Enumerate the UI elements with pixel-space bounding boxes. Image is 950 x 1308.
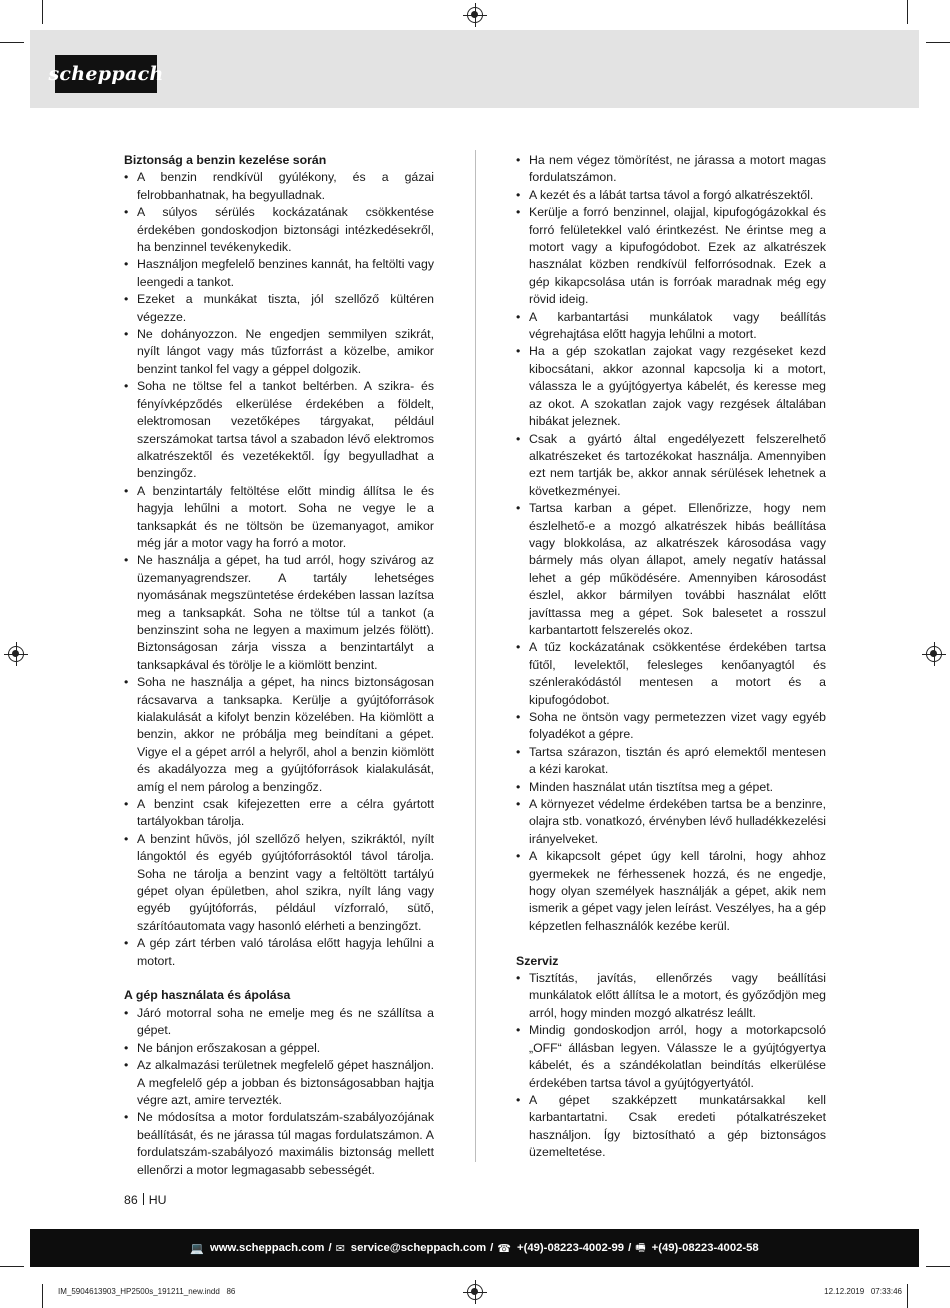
registration-mark-icon xyxy=(467,7,483,23)
list-item: • A benzint hűvös, jól szellőző helyen, szikráktól, nyílt lángoktól és egyéb gyújtóforrásoktól távol tárolja. Soha ne tárolja a benzint vagy a feltöltött tartályú gépet olyan épületben, ahol szikra, nyílt láng vagy egyéb gyújtóforrás, például vízforraló, sütő, szárítóautomata vagy hasonló elérheti a benzingőzt. xyxy=(124,831,434,935)
list-item: • Csak a gyártó által engedélyezett felszerelhető alkatrészeket és tartozékokat használja. Amennyiben ezt nem tartják be, akkor annak sérülések lehetnek a következményei. xyxy=(516,431,826,501)
slug-filename: IM_5904613903_HP2500s_191211_new.indd 86 xyxy=(58,1287,236,1296)
page-number xyxy=(124,1193,166,1207)
crop-mark xyxy=(42,1284,43,1308)
footer-separator: / xyxy=(328,1242,332,1254)
laptop-icon: 💻 xyxy=(190,1242,204,1255)
list-item: • Járó motorral soha ne emelje meg és ne szállítsa a gépet. xyxy=(124,1005,434,1040)
bullet-list xyxy=(516,970,826,1161)
section-spacer xyxy=(516,935,826,952)
registration-mark-icon xyxy=(467,1284,483,1300)
crop-mark xyxy=(907,0,908,24)
bullet-list xyxy=(516,152,826,935)
footer-email[interactable]: service@scheppach.com xyxy=(350,1242,487,1254)
crop-mark xyxy=(926,42,950,43)
list-item: • Tartsa karban a gépet. Ellenőrizze, hogy nem észlelhető-e a mozgó alkatrészek hibás beállítása vagy blokkolása, az alkatrészek károsodása vagy bármely más olyan állapot, amely negatív hatással lehet a gép működésére. Amennyiben károsodást észlel, akkor bármilyen további használat előtt javíttassa meg a gépet. Sok balesetet a rosszul karbantartott felszerelés okoz. xyxy=(516,500,826,639)
crop-mark xyxy=(42,0,43,24)
list-item: • Használjon megfelelő benzines kannát, ha feltölti vagy leengedi a tankot. xyxy=(124,256,434,291)
right-column xyxy=(516,152,826,1162)
list-item: • Ne dohányozzon. Ne engedjen semmilyen szikrát, nyílt lángot vagy más tűzforrást a közelbe, amikor benzint tankol fel vagy a géppel dolgozik. xyxy=(124,326,434,378)
list-item: • Soha ne öntsön vagy permetezzen vizet vagy egyéb folyadékot a gépre. xyxy=(516,709,826,744)
list-item: • A kezét és a lábát tartsa távol a forgó alkatrészektől. xyxy=(516,187,826,204)
left-column xyxy=(124,152,434,1179)
slug-date: 12.12.2019 07:33:46 xyxy=(824,1287,902,1296)
list-item: • A gépet szakképzett munkatársakkal kell karbantartatni. Csak eredeti pótalkatrészeket használjon. Így biztosítható a gép biztonságos üzemeltetése. xyxy=(516,1092,826,1162)
footer-fax: +(49)-08223-4002-58 xyxy=(651,1242,759,1254)
crop-mark xyxy=(0,42,24,43)
registration-mark-icon xyxy=(926,646,942,662)
page-language: HU xyxy=(148,1193,167,1207)
crop-mark xyxy=(926,1266,950,1267)
list-item: • A benzintartály feltöltése előtt mindig állítsa le és hagyja lehűlni a motort. Soha ne vegye le a tanksapkát és ne töltsön be üzemanyagot, amikor még jár a motor vagy ha forró a motor. xyxy=(124,483,434,553)
list-item: • A kikapcsolt gépet úgy kell tárolni, hogy ahhoz gyermekek ne férhessenek hozzá, és ne engedje, hogy olyan személyek használják a gépet, akik nem ismerik a gépet vagy jelen leírást. Veszélyes, ha a gép képzetlen felhasználók kezébe kerül. xyxy=(516,848,826,935)
list-item: • Ne módosítsa a motor fordulatszám-szabályozójának beállítását, és ne járassa túl magas fordulatszámon. A fordulatszám-szabályozó maximális biztonság mellett ellenőrzi a motor legmagasabb sebességét. xyxy=(124,1109,434,1179)
section-heading: Biztonság a benzin kezelése során xyxy=(124,153,327,167)
list-item: • A gép zárt térben való tárolása előtt hagyja lehűlni a motort. xyxy=(124,935,434,970)
fax-icon: 🖷 xyxy=(635,1241,646,1254)
list-item: • Ha nem végez tömörítést, ne járassa a motort magas fordulatszámon. xyxy=(516,152,826,187)
list-item: • Minden használat után tisztítsa meg a gépet. xyxy=(516,779,826,796)
crop-mark xyxy=(907,1284,908,1308)
list-item: • Kerülje a forró benzinnel, olajjal, kipufogógázokkal és forró felületekkel való érintkezést. Ne érintse meg a motort vagy a kipufogódobot. Ezek az alkatrészek használat közben rendkívül felforrósodnak. Ezek a gép kikapcsolása után is forróak maradnak még egy rövid ideig. xyxy=(516,204,826,308)
column-divider xyxy=(475,150,476,1162)
section-heading: A gép használata és ápolása xyxy=(124,988,291,1003)
crop-mark xyxy=(0,1266,24,1267)
bullet-list xyxy=(124,1005,434,1179)
footer-separator: / xyxy=(490,1242,494,1254)
footer-phone: +(49)-08223-4002-99 xyxy=(517,1242,625,1254)
footer-separator: / xyxy=(628,1242,632,1254)
list-item: • Soha ne töltse fel a tankot beltérben. A szikra- és fényívképződés elkerülése érdekében a földelt, elektromosan vezetőképes tárgyakat, például szerszámokat tartsa távol a szabadon lévő elektromos alkatrészektől és vezetékektől. Így begyulladhat a benzingőz. xyxy=(124,378,434,482)
footer-contact-bar xyxy=(30,1229,919,1267)
section-spacer xyxy=(124,970,434,987)
mail-icon: ✉ xyxy=(335,1242,345,1255)
list-item: • Tisztítás, javítás, ellenőrzés vagy beállítási munkálatok előtt állítsa le a motort, és győződjön meg arról, hogy minden mozgó alkatrész leállt. xyxy=(516,970,826,1022)
list-item: • Soha ne használja a gépet, ha nincs biztonságosan rácsavarva a tanksapka. Kerülje a gyújtóforrások kialakulását a kifolyt benzin közelében. Ha kiömlött a benzin, akkor ne próbálja meg beindítani a gépet. Vigye el a gépet arról a helyről, ahol a benzin kiömlött és akadályozza meg a gyújtóforrások kialakulását, amíg el nem párolog a benzingőz. xyxy=(124,674,434,796)
list-item: • Az alkalmazási területnek megfelelő gépet használjon. A megfelelő gép a jobban és biztonságosabban hajtja végre azt, amire tervezték. xyxy=(124,1057,434,1109)
section-heading: Szerviz xyxy=(516,953,559,968)
list-item: • Mindig gondoskodjon arról, hogy a motorkapcsoló „OFF“ állásban legyen. Válassze le a gyújtógyertya kábelét, és a szándékolatlan beindítás elkerülése érdekében tartsa távol a gyújtógyertyától. xyxy=(516,1022,826,1092)
list-item: • A karbantartási munkálatok vagy beállítás végrehajtása előtt hagyja lehűlni a motort. xyxy=(516,309,826,344)
registration-mark-icon xyxy=(8,646,24,662)
list-item: • Ne használja a gépet, ha tud arról, hogy szivárog az üzemanyagrendszer. A tartály lehetséges nyomásának megszüntetése érdekében lassan lazítsa meg a tanksapkát. Soha ne töltse túl a tankot (a benzinszint soha ne legyen a maximum jelzés fölött). Biztonságosan zárja vissza a benzintartályt a tanksapkával és törölje le a kiömlött benzint. xyxy=(124,552,434,674)
list-item: • Ne bánjon erőszakosan a géppel. xyxy=(124,1040,434,1057)
list-item: • A tűz kockázatának csökkentése érdekében tartsa fűtől, levelektől, felesleges kenőanyagtól és szénlerakódástól mentesen a motort és a kipufogódobot. xyxy=(516,639,826,709)
list-item: • A benzint csak kifejezetten erre a célra gyártott tartályokban tárolja. xyxy=(124,796,434,831)
list-item: • Ezeket a munkákat tiszta, jól szellőző kültéren végezze. xyxy=(124,291,434,326)
brand-logo: scheppach xyxy=(55,55,157,93)
page-number-separator xyxy=(143,1193,144,1205)
footer-website[interactable]: www.scheppach.com xyxy=(209,1242,325,1254)
list-item: • A környezet védelme érdekében tartsa be a benzinre, olajra stb. vonatkozó, érvényben lévő hulladékkezelési irányelveket. xyxy=(516,796,826,848)
page-number-value: 86 xyxy=(124,1193,138,1207)
list-item: • A súlyos sérülés kockázatának csökkentése érdekében gondoskodjon biztonsági intézkedésekről, ha benzinnel tevékenykedik. xyxy=(124,204,434,256)
list-item: • Ha a gép szokatlan zajokat vagy rezgéseket kezd kibocsátani, akkor azonnal kapcsolja ki a motort, válassza le a gyújtógyertya kábelét, és keresse meg az okot. A szokatlan zajok vagy rezgések általában hibákat jeleznek. xyxy=(516,343,826,430)
list-item: • Tartsa szárazon, tisztán és apró elemektől mentesen a kézi karokat. xyxy=(516,744,826,779)
bullet-list xyxy=(124,169,434,970)
list-item: • A benzin rendkívül gyúlékony, és a gázai felrobbanhatnak, ha begyulladnak. xyxy=(124,169,434,204)
phone-icon: ☎ xyxy=(497,1242,511,1255)
